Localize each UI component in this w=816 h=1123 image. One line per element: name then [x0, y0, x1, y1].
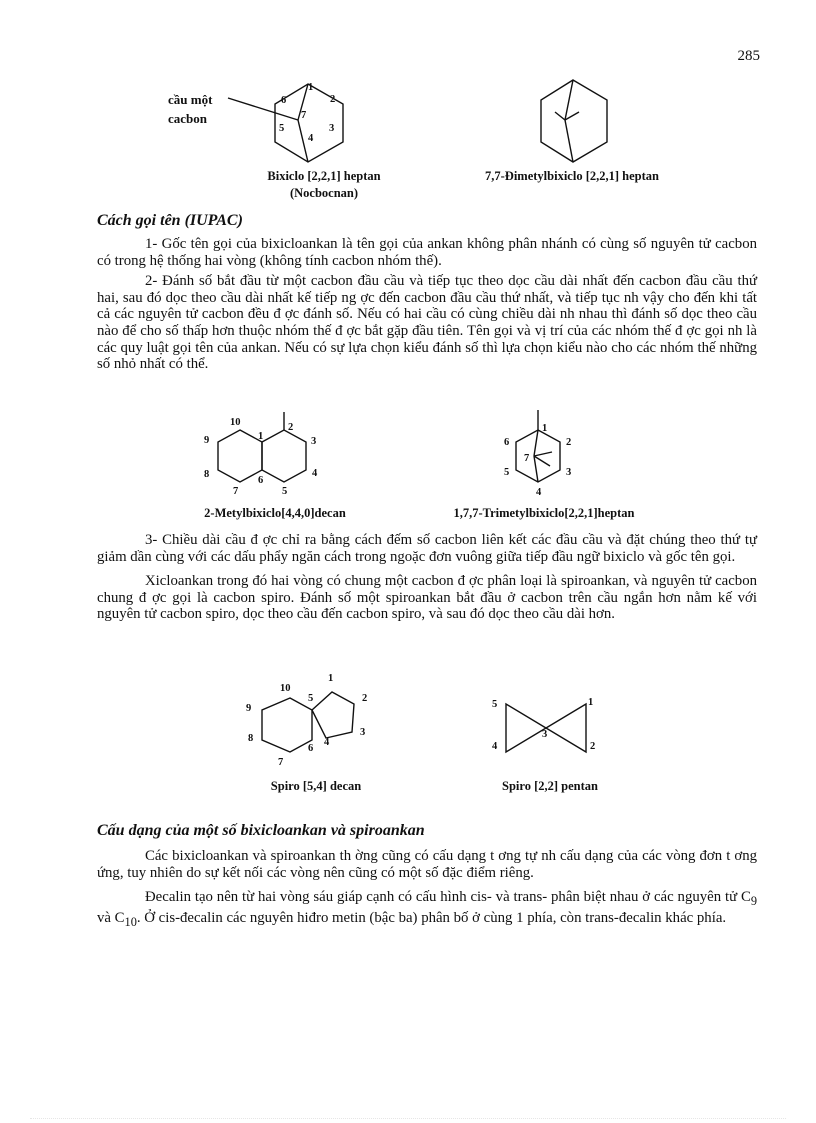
fig4-label-5: 5 — [504, 467, 510, 478]
fig6-label-5: 5 — [492, 699, 498, 710]
fig1-caption — [244, 168, 404, 202]
fig6-label-3: 3 — [542, 729, 548, 740]
decalin-svg — [196, 410, 336, 500]
subscript-10: 10 — [124, 914, 137, 929]
fig4-label-3: 3 — [566, 467, 572, 478]
fig6-label-4: 4 — [492, 741, 498, 752]
dimethylbicycloheptane-svg — [535, 72, 615, 168]
paragraph-3: 3- Chiều dài cầu đ ợc chỉ ra bằng cách đếm số cacbon liên kết các đầu cầu và đặt chúng theo thứ tự giảm dần cùng với các dấu phẩy ngăn cách trong ngoặc đơn vuông giữa tiếp đầu ngữ bixiclo và gốc tên gọi. — [97, 532, 757, 565]
fig5-label-6: 6 — [308, 743, 314, 754]
fig3-label-8: 8 — [204, 469, 210, 480]
fig5-label-9: 9 — [246, 703, 252, 714]
fig1-label-7: 7 — [301, 110, 307, 121]
fig1-label-4: 4 — [308, 133, 314, 144]
fig5-label-5: 5 — [308, 693, 314, 704]
fig5-label-8: 8 — [248, 733, 254, 744]
spirodecane-svg — [240, 670, 380, 776]
fig6-label-2: 2 — [590, 741, 596, 752]
fig3-label-5: 5 — [282, 486, 288, 497]
paragraph-decalin — [97, 889, 757, 930]
spirodecane-structure — [240, 670, 380, 776]
text-block-3 — [97, 848, 757, 930]
fig5-label-2: 2 — [362, 693, 368, 704]
fig1-label-1: 1 — [308, 82, 314, 93]
fig5-label-1: 1 — [328, 673, 334, 684]
fig3-label-10: 10 — [230, 417, 241, 428]
decalin-text-2: và C — [97, 909, 125, 926]
fig1-label-5: 5 — [279, 123, 285, 134]
fig4-label-7: 7 — [524, 453, 530, 464]
spiropentane-structure — [488, 694, 608, 754]
fig4-caption: 1,7,7-Trimetylbixiclo[2,2,1]heptan — [453, 506, 635, 520]
page-number: 285 — [737, 48, 760, 64]
text-block-1 — [97, 236, 757, 373]
bottom-dotted-rule — [30, 1118, 786, 1119]
decalin-structure — [196, 410, 336, 500]
fig5-caption: Spiro [5,4] decan — [270, 779, 362, 793]
fig1-caption-line2: (Nocbocnan) — [289, 186, 359, 200]
fig3-label-4: 4 — [312, 468, 318, 479]
fig4-label-6: 6 — [504, 437, 510, 448]
fig5-label-3: 3 — [360, 727, 366, 738]
fig3-label-2: 2 — [288, 422, 294, 433]
fig2-caption: 7,7-Đimetylbixiclo [2,2,1] heptan — [485, 169, 659, 183]
fig3-label-1: 1 — [258, 431, 264, 442]
fig6-caption: Spiro [2,2] pentan — [502, 779, 598, 793]
fig6-label-1: 1 — [588, 697, 594, 708]
text-block-2 — [97, 532, 757, 623]
fig3-label-3: 3 — [311, 436, 317, 447]
subscript-9: 9 — [750, 894, 757, 909]
fig1-label-2: 2 — [330, 94, 336, 105]
fig5-label-7: 7 — [278, 757, 284, 768]
bridge-note-line2: cacbon — [168, 111, 207, 126]
fig5-label-4: 4 — [324, 737, 330, 748]
fig3-caption: 2-Metylbixiclo[4,4,0]decan — [204, 506, 346, 520]
camphane-svg — [498, 408, 588, 500]
decalin-text-3: . Ở cis-đecalin các nguyên hiđro metin (bậc ba) phân bố ở cùng 1 phía, còn trans-đecalin khác phía. — [136, 909, 727, 926]
fig1-caption-line1: Bixiclo [2,2,1] heptan — [267, 169, 381, 183]
paragraph-spiro: Xicloankan trong đó hai vòng có chung một cacbon đ ợc phân loại là spiroankan, và nguyên tử cacbon chung đ ợc gọi là cacbon spiro. Đánh số một spiroankan bắt đầu ở cacbon trên cầu ngắn hơn nằm kế với nguyên tử cacbon spiro, dọc theo cầu đến cacbon spiro, và sau đó dọc theo cầu dài hơn. — [97, 573, 757, 623]
camphane-structure — [498, 408, 588, 500]
paragraph-2: 2- Đánh số bắt đầu từ một cacbon đầu cầu và tiếp tục theo dọc cầu dài nhất đến cacbon đầu cầu thứ hai, sau đó dọc theo cầu dài nhất kế tiếp ng ợc đến cacbon đầu cầu thứ nhất, và tiếp tục nh vậy cho đến khi tất cả các nguyên tử cacbon đều đ ợc đánh số. Nếu có hai cầu có cùng chiều dài nh nhau thì đánh số dọc theo cầu nào để cho số thấp hơn thuộc nhóm thế đ ợc bắt gặp đầu tiên. Tên gọi và vị trí của các nhóm thế đ ợc gọi nh là các quy luật gọi tên của ankan. Nếu có sự lựa chọn kiểu đánh số thì lựa chọn kiểu nào cho các nhóm thế những số nhỏ nhất có thể. — [97, 273, 757, 373]
fig3-label-9: 9 — [204, 435, 210, 446]
paragraph-1: 1- Gốc tên gọi của bixicloankan là tên gọi của ankan không phân nhánh có cùng số nguyên tử cacbon có trong hệ thống hai vòng (không tính cacbon nhóm thế). — [97, 236, 757, 269]
fig4-label-1: 1 — [542, 423, 548, 434]
fig4-label-2: 2 — [566, 437, 572, 448]
dimethylbicycloheptane-structure — [535, 72, 615, 168]
bridge-note-line1: cầu một — [168, 92, 213, 107]
fig1-label-3: 3 — [329, 123, 335, 134]
fig4-label-4: 4 — [536, 487, 542, 498]
fig3-label-7: 7 — [233, 486, 239, 497]
fig1-label-6: 6 — [281, 95, 287, 106]
paragraph-conformation: Các bixicloankan và spiroankan th ờng cũng có cấu dạng t ơng tự nh cấu dạng của các vòng đơn t ơng ứng, tuy nhiên do sự kết nối các vòng nên cũng có một số đặc điểm riêng. — [97, 848, 757, 881]
section-heading-conformation: Cấu dạng của một số bixicloankan và spiroankan — [97, 822, 425, 839]
decalin-text-1: Đecalin tạo nên từ hai vòng sáu giáp cạnh có cấu hình cis- và trans- phân biệt nhau ở các nguyên tử C — [145, 889, 751, 906]
fig5-label-10: 10 — [280, 683, 291, 694]
bicycloheptane-svg — [220, 78, 360, 168]
fig3-label-6: 6 — [258, 475, 264, 486]
bridge-note — [168, 90, 212, 128]
bicycloheptane-structure — [220, 78, 360, 168]
section-heading-iupac: Cách gọi tên (IUPAC) — [97, 212, 243, 229]
